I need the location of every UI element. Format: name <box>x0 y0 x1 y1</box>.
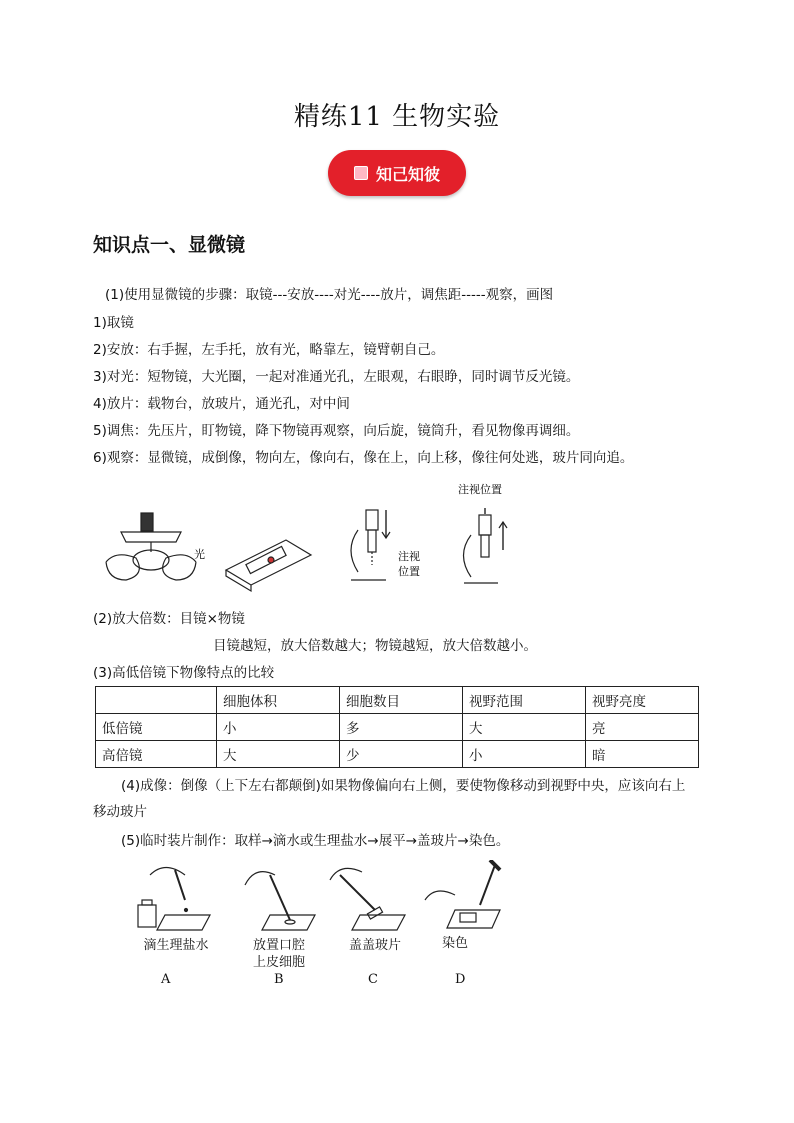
table-cell: 大 <box>217 741 340 768</box>
table-cell: 大 <box>463 714 586 741</box>
text-line: (5)临时装片制作：取样→滴水或生理盐水→展平→盖玻片→染色。 <box>121 833 510 849</box>
light-label: 光 <box>194 548 205 561</box>
step-c-letter: C <box>368 972 378 987</box>
table-cell: 多 <box>340 714 463 741</box>
text-line: 3)对光：短物镜，大光圈，一起对准通光孔，左眼观，右眼睁，同时调节反光镜。 <box>93 369 580 385</box>
table-cell: 视野亮度 <box>586 687 699 714</box>
table-cell: 低倍镜 <box>96 714 217 741</box>
page-title: 精练11 生物实验 <box>293 102 501 132</box>
dropper-bottle-icon <box>138 868 210 931</box>
microscope-raising-icon <box>464 508 508 583</box>
section-badge <box>328 150 466 196</box>
watch-label-side-2: 位置 <box>398 565 420 578</box>
step-d-caption: 染色 <box>441 936 468 951</box>
text-line: 目镜越短，放大倍数越大；物镜越短，放大倍数越小。 <box>213 638 537 654</box>
step-b-letter: B <box>274 972 284 987</box>
toothpick-slide-icon <box>245 872 315 930</box>
step-c-caption: 盖盖玻片 <box>348 938 401 953</box>
table-header-row <box>96 687 699 714</box>
text-line: 4)放片：载物台，放玻片，通光孔，对中间 <box>93 396 350 412</box>
section-heading: 知识点一、显微镜 <box>93 234 246 256</box>
microscope-lowering-icon <box>351 510 390 580</box>
table-cell: 暗 <box>586 741 699 768</box>
watch-label-side-1: 注视 <box>398 550 420 563</box>
cover-glass-icon <box>330 868 405 930</box>
step-a-caption: 滴生理盐水 <box>143 938 209 953</box>
table-cell: 高倍镜 <box>96 741 217 768</box>
step-a-letter: A <box>161 972 171 987</box>
hands-holding-icon <box>106 513 196 580</box>
text-line: 2)安放：右手握，左手托，放有光，略靠左，镜臂朝自己。 <box>93 342 445 358</box>
text-line: 5)调焦：先压片，盯物镜，降下物镜再观察，向后旋，镜筒升，看见物像再调细。 <box>93 423 580 439</box>
table-cell: 小 <box>217 714 340 741</box>
text-line: 6)观察：显微镜，成倒像，物向左，像向右，像在上，向上移，像往何处逃，玻片同向追。 <box>93 450 634 466</box>
text-line: (2)放大倍数：目镜×物镜 <box>93 611 245 627</box>
table-cell: 细胞数目 <box>340 687 463 714</box>
text-line: 1)取镜 <box>93 315 134 331</box>
text-line: (3)高低倍镜下物像特点的比较 <box>93 665 275 681</box>
text-line: (1)使用显微镜的步骤：取镜---安放----对光----放片，调焦距-----观察，画图 <box>105 287 554 303</box>
table-cell: 细胞体积 <box>217 687 340 714</box>
table-row <box>96 741 699 768</box>
badge-label: 知己知彼 <box>375 164 440 184</box>
microscope-steps-figure <box>96 480 546 600</box>
watch-label-top: 注视位置 <box>458 483 502 496</box>
step-d-letter: D <box>455 972 466 987</box>
text-line: (4)成像：倒像（上下左右都颠倒)如果物像偏向右上侧，要使物像移动到视野中央，应该向右上 <box>121 778 686 794</box>
slide-prep-figure <box>130 860 510 940</box>
table-row <box>96 714 699 741</box>
step-b-caption-2: 上皮细胞 <box>252 955 305 970</box>
badge-square-icon <box>354 166 368 180</box>
table-cell: 亮 <box>586 714 699 741</box>
text-line: 移动玻片 <box>93 804 147 820</box>
comparison-table <box>95 686 699 768</box>
table-cell: 小 <box>463 741 586 768</box>
slide-stage-icon <box>226 540 311 591</box>
table-cell: 少 <box>340 741 463 768</box>
step-b-caption-1: 放置口腔 <box>252 938 305 953</box>
table-cell <box>96 687 217 714</box>
table-cell: 视野范围 <box>463 687 586 714</box>
stain-brush-icon <box>425 860 500 928</box>
